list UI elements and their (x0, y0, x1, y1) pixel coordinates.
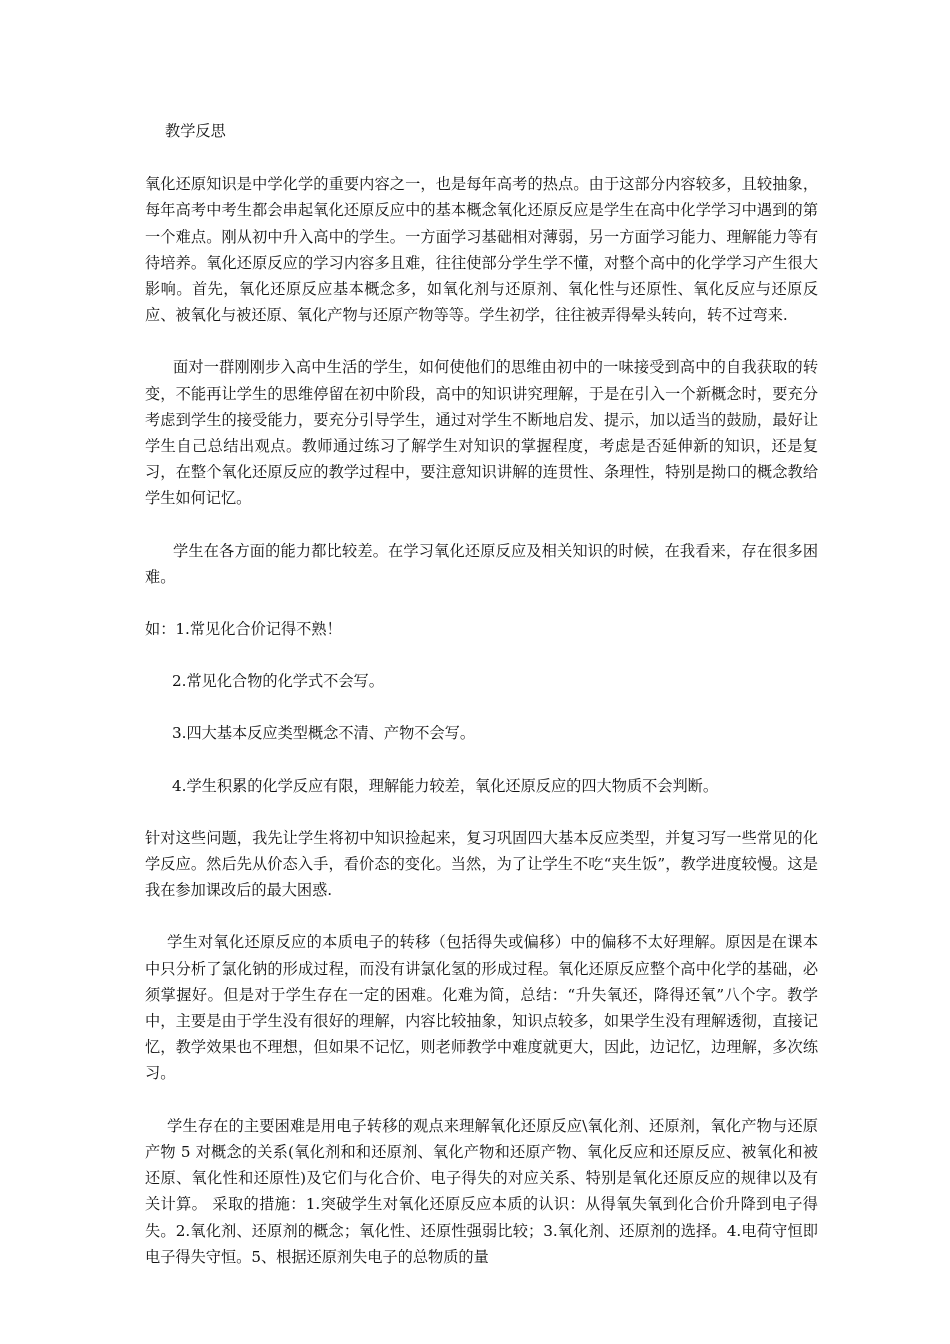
paragraph-teaching-approach: 面对一群刚刚步入高中生活的学生，如何使他们的思维由初中的一味接受到高中的自我获取的转变，不能再让学生的思维停留在初中阶段，高中的知识讲究理解，于是在引入一个新概念时，要充分考虑到学生的接受能力，要充分引导学生，通过对学生不断地启发、提示，加以适当的鼓励，最好让学生自己总结出观点。教师通过练习了解学生对知识的掌握程度，考虑是否延伸新的知识，还是复习，在整个氧化还原反应的教学过程中，要注意知识讲解的连贯性、条理性，特别是拗口的概念教给学生如何记忆。 (145, 358, 818, 508)
list-item: 2.常见化合物的化学式不会写。 (172, 672, 384, 691)
paragraph-response: 针对这些问题，我先让学生将初中知识捡起来，复习巩固四大基本反应类型，并复习写一些常见的化学反应。然后先从价态入手，看价态的变化。当然，为了让学生不吃“夹生饭”，教学进度较慢。这是我在参加课改后的最大困惑. (145, 828, 818, 900)
list-item: 如：1.常见化合价记得不熟！ (145, 620, 342, 639)
paragraph-electron-transfer: 学生对氧化还原反应的本质电子的转移（包括得失或偏移）中的偏移不太好理解。原因是在课本中只分析了氯化钠的形成过程，而没有讲氯化氢的形成过程。氧化还原反应整个高中化学的基础，必须掌握好。但是对于学生存在一定的困难。化难为简，总结：“升失氧还，降得还氧”八个字。教学中，主要是由于学生没有很好的理解，内容比较抽象，知识点较多，如果学生没有理解透彻，直接记忆，教学效果也不理想，但如果不记忆，则老师教学中难度就更大，因此，边记忆，边理解，多次练习。 (145, 933, 818, 1083)
document-page (145, 118, 818, 1296)
list-item: 3.四大基本反应类型概念不清、产物不会写。 (172, 724, 476, 743)
document-title: 教学反思 (165, 122, 226, 140)
paragraph-main-difficulty: 学生存在的主要困难是用电子转移的观点来理解氧化还原反应\氧化剂、还原剂，氧化产物与还原产物 5 对概念的关系(氧化剂和和还原剂、氧化产物和还原产物、氧化反应和还原反应、被氧化和被还原、氧化性和还原性)及它们与化合价、电子得失的对应关系、特别是氧化还原反应的规律以及有关计算。 采取的措施：1.突破学生对氧化还原反应本质的认识：从得氧失氧到化合价升降到电子得失。2.氧化剂、还原剂的概念；氧化性、还原性强弱比较；3.氧化剂、还原剂的选择。4.电荷守恒即电子得失守恒。5、根据还原剂失电子的总物质的量 (145, 1116, 818, 1266)
list-item: 4.学生积累的化学反应有限，理解能力较差，氧化还原反应的四大物质不会判断。 (172, 776, 719, 795)
paragraph-intro: 氧化还原知识是中学化学的重要内容之一，也是每年高考的热点。由于这部分内容较多，且较抽象，每年高考中考生都会串起氧化还原反应中的基本概念氧化还原反应是学生在高中化学学习中遇到的第一个难点。刚从初中升入高中的学生。一方面学习基础相对薄弱，另一方面学习能力、理解能力等有待培养。氧化还原反应的学习内容多且难，往往使部分学生学不懂，对整个高中的化学学习产生很大影响。首先，氧化还原反应基本概念多，如氧化剂与还原剂、氧化性与还原性、氧化反应与还原反应、被氧化与被还原、氧化产物与还原产物等等。学生初学，往往被弄得晕头转向，转不过弯来. (145, 175, 818, 325)
paragraph-student-difficulties: 学生在各方面的能力都比较差。在学习氧化还原反应及相关知识的时候，在我看来，存在很多困难。 (145, 541, 818, 586)
